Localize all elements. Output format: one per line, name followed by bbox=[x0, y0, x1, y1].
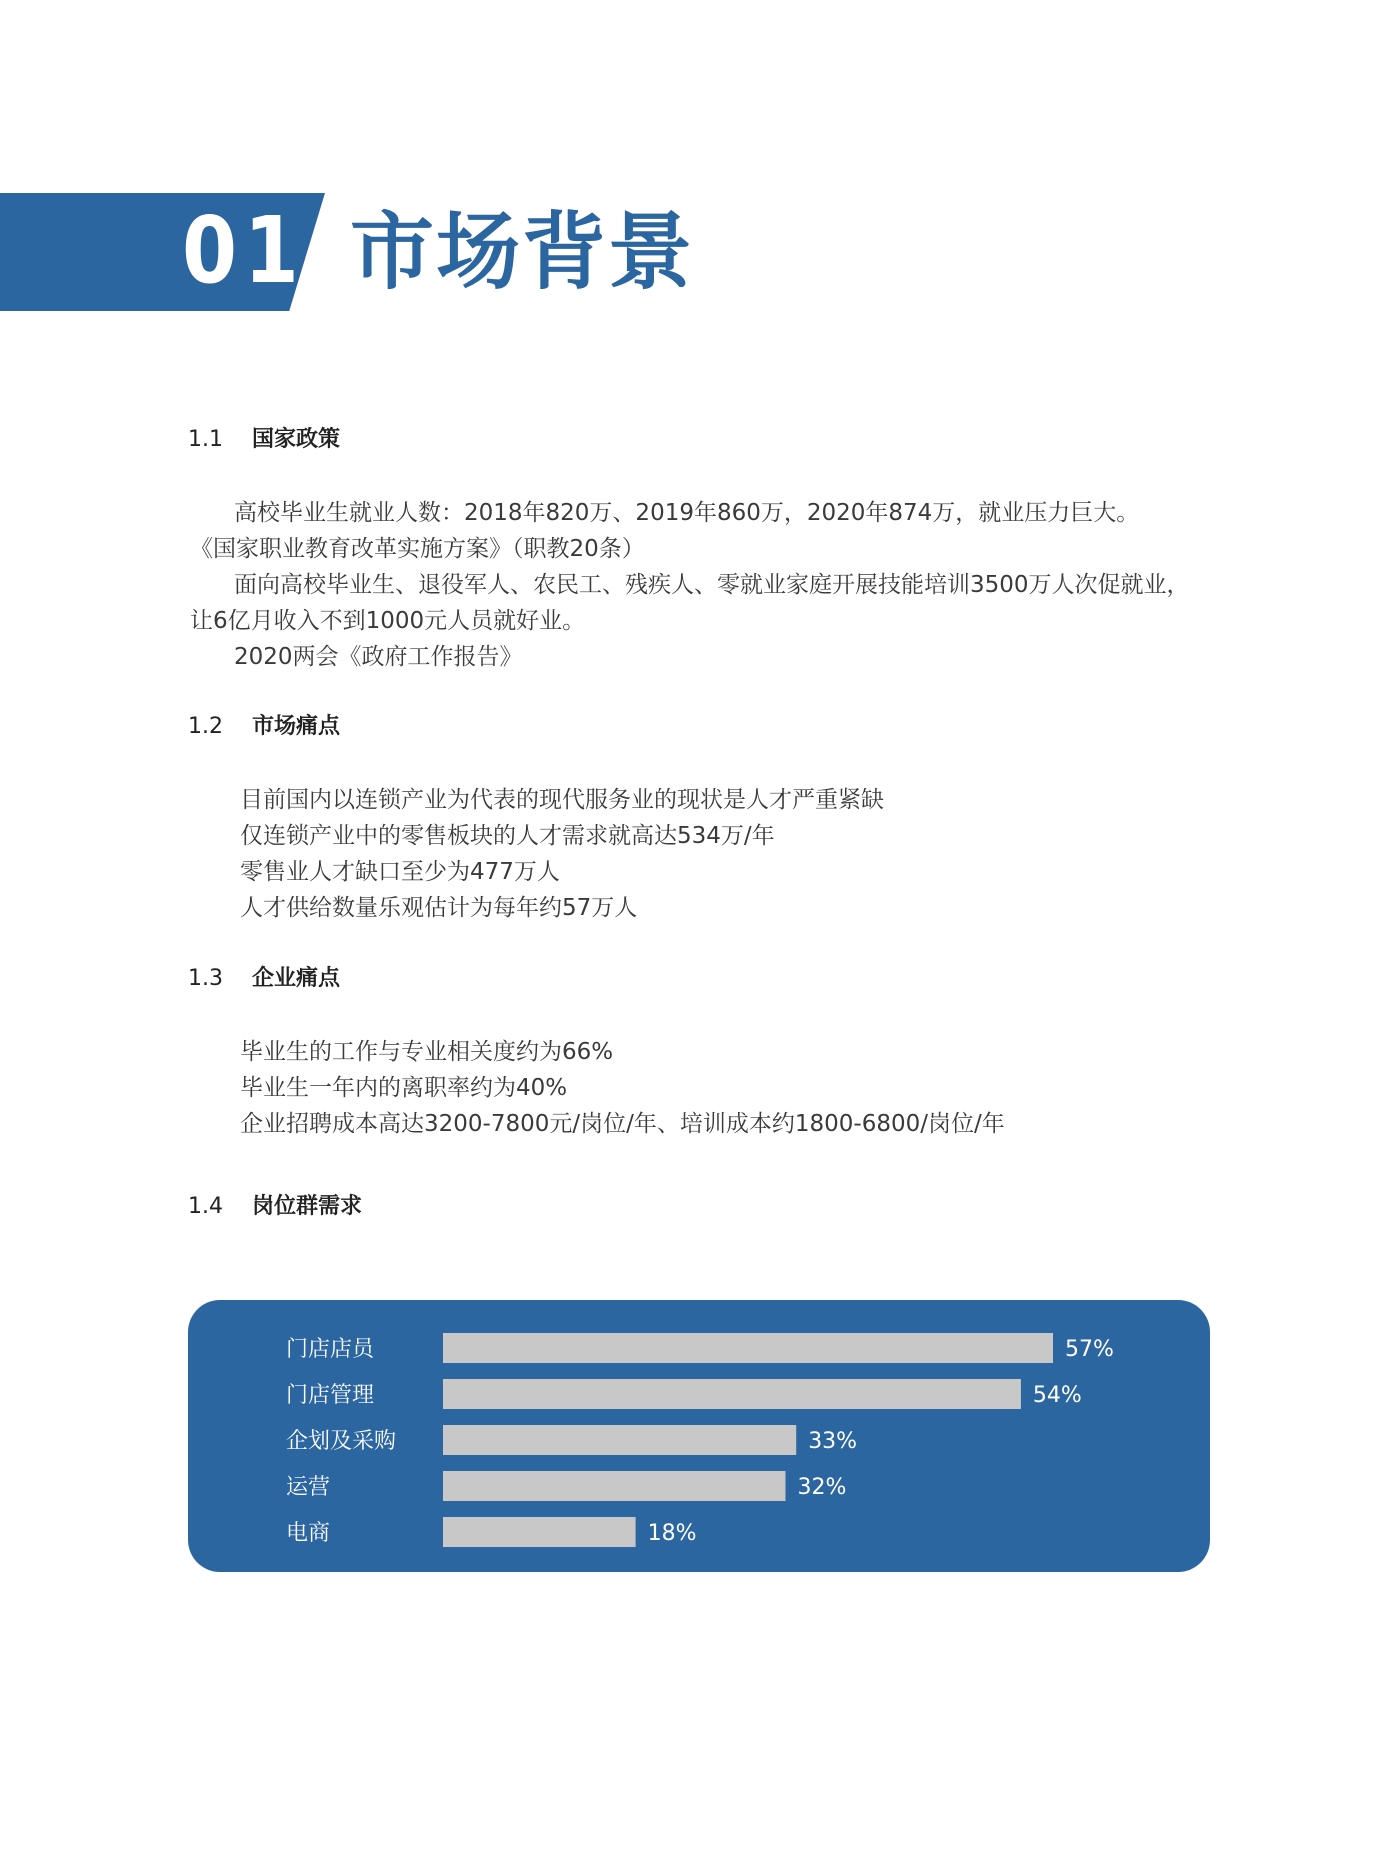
section-heading-1-3 bbox=[188, 964, 340, 994]
bar bbox=[443, 1517, 636, 1547]
list-item: 零售业人才缺口至少为477万人 bbox=[240, 859, 560, 885]
bar-value-label: 32% bbox=[797, 1475, 847, 1500]
list-item: 仅连锁产业中的零售板块的人才需求就高达534万/年 bbox=[240, 823, 775, 849]
bar-category-label: 企划及采购 bbox=[286, 1429, 397, 1454]
bar bbox=[443, 1471, 786, 1501]
bar-value-label: 33% bbox=[808, 1429, 858, 1454]
chapter-title: 市场背景 bbox=[350, 203, 695, 301]
section-title: 市场痛点 bbox=[252, 714, 341, 739]
section-heading-1-2 bbox=[188, 712, 340, 742]
bar-category-label: 门店管理 bbox=[286, 1383, 375, 1408]
section-title: 国家政策 bbox=[252, 427, 341, 452]
paragraph: 面向高校毕业生、退役军人、农民工、残疾人、零就业家庭开展技能培训3500万人次促就业，让6亿月收入不到1000元人员就好业。 bbox=[190, 572, 1190, 634]
section-title: 岗位群需求 bbox=[252, 1194, 363, 1219]
chapter-number: 01 bbox=[182, 197, 306, 304]
bar-value-label: 57% bbox=[1065, 1337, 1114, 1362]
bar-chart-svg bbox=[188, 1300, 1210, 1572]
paragraph: 2020两会《政府工作报告》 bbox=[234, 644, 523, 670]
paragraph: 《国家职业教育改革实施方案》（职教20条） bbox=[190, 536, 645, 562]
bar bbox=[443, 1425, 796, 1455]
section-title: 企业痛点 bbox=[252, 966, 341, 991]
section-1-1-body bbox=[190, 495, 1210, 675]
section-number: 1.3 bbox=[188, 966, 223, 991]
bar-value-label: 54% bbox=[1032, 1383, 1082, 1408]
bar-category-label: 电商 bbox=[286, 1521, 331, 1546]
list-item: 毕业生的工作与专业相关度约为66% bbox=[240, 1039, 614, 1065]
paragraph: 高校毕业生就业人数：2018年820万、2019年860万，2020年874万，就业压力巨大。 bbox=[234, 500, 1140, 526]
section-heading-1-1 bbox=[188, 425, 340, 455]
section-number: 1.2 bbox=[188, 714, 223, 739]
section-number: 1.1 bbox=[188, 427, 223, 452]
section-1-3-body bbox=[240, 1034, 1005, 1142]
job-demand-chart bbox=[188, 1300, 1210, 1572]
list-item: 目前国内以连锁产业为代表的现代服务业的现状是人才严重紧缺 bbox=[240, 787, 884, 813]
list-item: 企业招聘成本高达3200-7800元/岗位/年、培训成本约1800-6800/岗位/年 bbox=[240, 1111, 1005, 1137]
bar-value-label: 18% bbox=[647, 1521, 697, 1546]
bar-category-label: 运营 bbox=[286, 1475, 331, 1500]
list-item: 毕业生一年内的离职率约为40% bbox=[240, 1075, 568, 1101]
bar-category-label: 门店店员 bbox=[286, 1337, 375, 1362]
bar bbox=[443, 1333, 1053, 1363]
section-heading-1-4 bbox=[188, 1192, 362, 1222]
section-number: 1.4 bbox=[188, 1194, 223, 1219]
list-item: 人才供给数量乐观估计为每年约57万人 bbox=[240, 895, 638, 921]
bar bbox=[443, 1379, 1021, 1409]
section-1-2-body bbox=[240, 782, 884, 926]
